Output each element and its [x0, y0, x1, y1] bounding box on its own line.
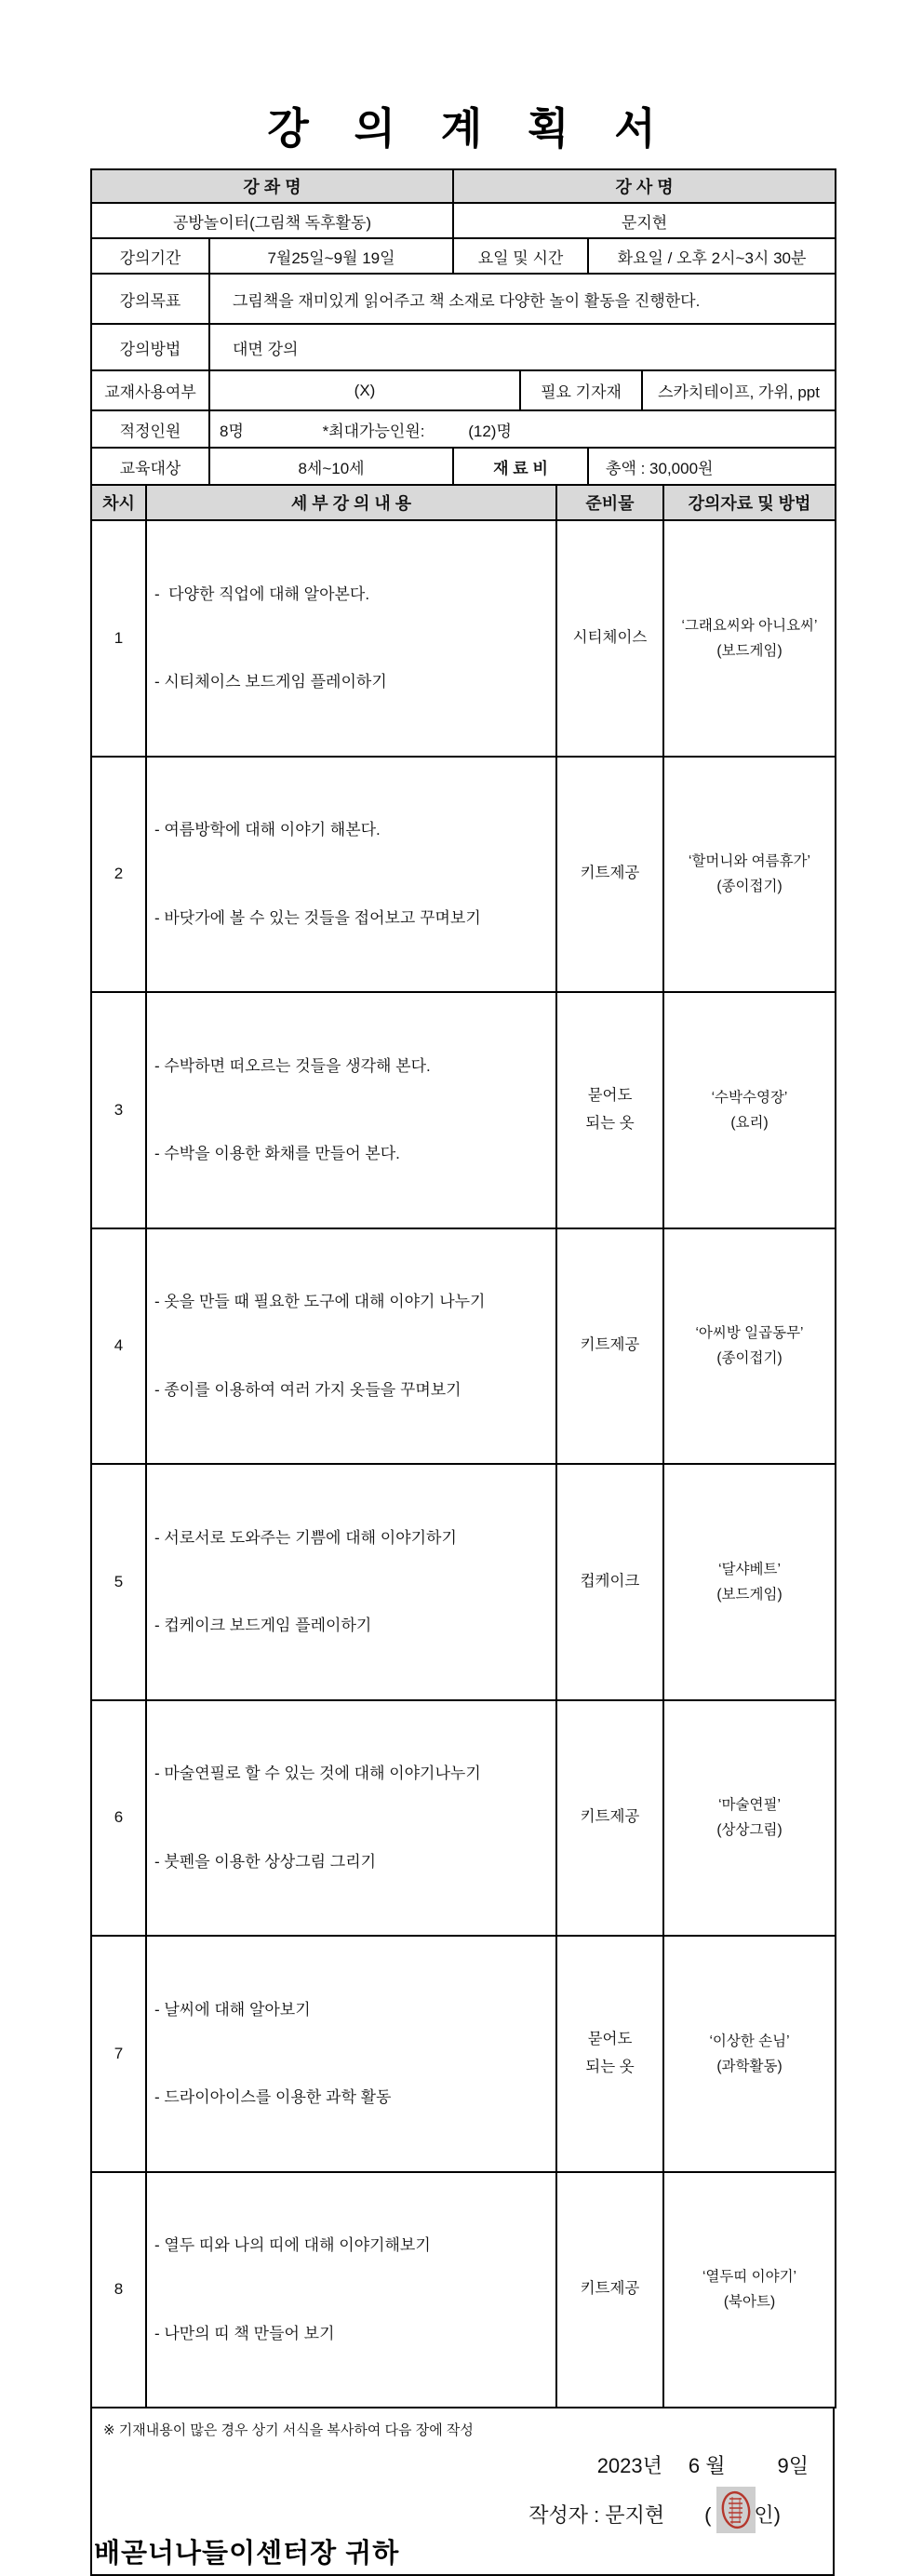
- materials-cell: [556, 2172, 663, 2408]
- resource-cell: [663, 1936, 836, 2172]
- resource-method: (북아트): [723, 2294, 776, 2311]
- materials-cell: [556, 520, 663, 757]
- resource-method: (요리): [730, 1114, 769, 1131]
- session-column-header: 차시: [91, 485, 146, 520]
- materials-line: 키트제공: [580, 1336, 640, 1354]
- materials-cell: [556, 757, 663, 993]
- seal-paren-close: 인): [754, 2503, 781, 2527]
- schedule-row: [91, 1700, 836, 1937]
- fee-label: 재 료 비: [453, 448, 588, 485]
- session-number: 4: [91, 1228, 146, 1465]
- max-capacity-value: (12)명: [468, 422, 512, 440]
- resource-title: ‘마술연필’: [718, 1797, 781, 1814]
- capacity-value: 8명: [220, 422, 244, 440]
- schedule-row: [91, 992, 836, 1228]
- resource-cell: [663, 757, 836, 993]
- table-row: [91, 274, 836, 324]
- materials-line: 묻어도: [587, 2031, 633, 2048]
- content-column-header: 세 부 강 의 내 용: [146, 485, 556, 520]
- content-line: - 종이를 이용하여 여러 가지 옷들을 꾸며보기: [154, 1380, 462, 1399]
- seal-paren-open: (: [704, 2503, 712, 2527]
- schedule-row: [91, 520, 836, 757]
- session-number: 3: [91, 992, 146, 1228]
- content-line: - 붓펜을 이용한 상상그림 그리기: [154, 1852, 377, 1871]
- materials-line: 시티체이스: [572, 628, 648, 646]
- content-cell: [146, 1700, 556, 1937]
- table-row: [91, 448, 836, 485]
- content-line: - 나만의 띠 책 만들어 보기: [154, 2324, 335, 2342]
- capacity-label: 적정인원: [91, 410, 209, 448]
- materials-cell: [556, 992, 663, 1228]
- content-line: - 다양한 직업에 대해 알아본다.: [154, 584, 370, 603]
- resource-cell: [663, 1464, 836, 1700]
- materials-line: 키트제공: [580, 2280, 640, 2298]
- content-cell: [146, 520, 556, 757]
- content-cell: [146, 757, 556, 993]
- schedule-row: [91, 1228, 836, 1465]
- table-row: [91, 238, 836, 274]
- footer-writer-line: [92, 2487, 833, 2533]
- method-label: 강의방법: [91, 324, 209, 370]
- day-time-label: 요일 및 시간: [453, 238, 588, 274]
- resource-cell: [663, 2172, 836, 2408]
- resource-cell: [663, 1700, 836, 1937]
- materials-line: 되는 옷: [585, 2058, 635, 2075]
- equipment-value: 스카치테이프, 가위, ppt: [642, 370, 836, 410]
- textbook-use-value: (X): [209, 370, 520, 410]
- resource-method: (종이접기): [716, 1350, 783, 1367]
- content-line: - 마술연필로 할 수 있는 것에 대해 이야기나누기: [154, 1764, 481, 1783]
- table-row: [91, 370, 836, 410]
- schedule-row: [91, 1464, 836, 1700]
- session-number: 5: [91, 1464, 146, 1700]
- content-line: - 컵케이크 보드게임 플레이하기: [154, 1617, 372, 1635]
- schedule-table: [90, 484, 836, 2408]
- materials-cell: [556, 1228, 663, 1465]
- materials-cell: [556, 1464, 663, 1700]
- period-label: 강의기간: [91, 238, 209, 274]
- footer-date: [92, 2450, 833, 2479]
- schedule-header-row: [91, 485, 836, 520]
- course-info-table: [90, 168, 836, 486]
- content-line: - 바닷가에 볼 수 있는 것들을 접어보고 꾸며보기: [154, 908, 481, 927]
- resource-method: (종이접기): [716, 879, 783, 895]
- day-time-value: 화요일 / 오후 2시~3시 30분: [588, 238, 836, 274]
- date-day: 9일: [777, 2454, 809, 2477]
- period-value: 7월25일~9월 19일: [209, 238, 453, 274]
- fee-total-value: 총액 : 30,000원: [588, 448, 836, 485]
- materials-line: 컵케이크: [580, 1572, 640, 1590]
- schedule-row: [91, 757, 836, 993]
- resource-cell: [663, 992, 836, 1228]
- equipment-label: 필요 기자재: [520, 370, 642, 410]
- session-number: 2: [91, 757, 146, 993]
- content-line: - 수박을 이용한 화채를 만들어 본다.: [154, 1145, 400, 1163]
- resource-title: ‘열두띠 이야기’: [702, 2269, 797, 2286]
- materials-line: 키트제공: [580, 1808, 640, 1826]
- content-line: - 서로서로 도와주는 기쁨에 대해 이야기하기: [154, 1528, 457, 1547]
- table-row: [91, 169, 836, 203]
- goal-label: 강의목표: [91, 274, 209, 324]
- date-year: 2023년: [596, 2454, 662, 2477]
- target-label: 교육대상: [91, 448, 209, 485]
- table-row: [91, 324, 836, 370]
- instructor-header: 강 사 명: [453, 169, 836, 203]
- schedule-row: [91, 1936, 836, 2172]
- footer-section: [90, 2408, 835, 2576]
- writer-name: 작성자 : 문지현: [528, 2503, 665, 2527]
- resource-title: ‘수박수영장’: [711, 1089, 788, 1106]
- session-number: 6: [91, 1700, 146, 1937]
- resource-title: ‘할머니와 여름휴가’: [689, 853, 810, 870]
- content-line: - 수박하면 떠오르는 것들을 생각해 본다.: [154, 1056, 431, 1075]
- schedule-row: [91, 2172, 836, 2408]
- table-row: [91, 410, 836, 448]
- table-row: [91, 203, 836, 238]
- resource-method: (상상그림): [716, 1822, 783, 1839]
- target-value: 8세~10세: [209, 448, 453, 485]
- content-cell: [146, 1936, 556, 2172]
- resource-title: ‘이상한 손님’: [709, 2033, 790, 2049]
- resource-title: ‘그래요씨와 아니요씨’: [681, 617, 818, 634]
- session-number: 8: [91, 2172, 146, 2408]
- content-cell: [146, 992, 556, 1228]
- content-cell: [146, 2172, 556, 2408]
- content-line: - 열두 띠와 나의 띠에 대해 이야기해보기: [154, 2236, 431, 2255]
- instructor-value: 문지현: [453, 203, 836, 238]
- resource-method: (보드게임): [716, 642, 783, 659]
- content-line: - 여름방학에 대해 이야기 해본다.: [154, 821, 381, 839]
- footer-note: ※ 기재내용이 많은 경우 상기 서식을 복사하여 다음 장에 작성: [103, 2422, 474, 2438]
- materials-cell: [556, 1700, 663, 1937]
- content-cell: [146, 1228, 556, 1465]
- resource-title: ‘아씨방 일곱동무’: [695, 1325, 804, 1342]
- course-name-value: 공방놀이터(그림책 독후활동): [91, 203, 453, 238]
- resource-cell: [663, 520, 836, 757]
- resource-method: (보드게임): [716, 1586, 783, 1603]
- materials-column-header: 준비물: [556, 485, 663, 520]
- resource-cell: [663, 1228, 836, 1465]
- content-line: - 시티체이스 보드게임 플레이하기: [154, 673, 387, 691]
- recipient-line: 배곧너나들이센터장 귀하: [94, 2539, 400, 2569]
- goal-value: 그림책을 재미있게 읽어주고 책 소재로 다양한 놀이 활동을 진행한다.: [209, 274, 836, 324]
- materials-line: 되는 옷: [585, 1114, 635, 1132]
- max-capacity-label: *최대가능인원:: [322, 422, 425, 440]
- materials-line: 묻어도: [587, 1087, 633, 1105]
- resources-column-header: 강의자료 및 방법: [663, 485, 836, 520]
- materials-cell: [556, 1936, 663, 2172]
- materials-line: 키트제공: [580, 865, 640, 882]
- method-value: 대면 강의: [209, 324, 836, 370]
- content-line: - 옷을 만들 때 필요한 도구에 대해 이야기 나누기: [154, 1293, 486, 1311]
- session-number: 1: [91, 520, 146, 757]
- session-number: 7: [91, 1936, 146, 2172]
- content-cell: [146, 1464, 556, 1700]
- capacity-cell: [209, 410, 836, 448]
- resource-method: (과학활동): [716, 2058, 783, 2074]
- seal-stamp-icon: [716, 2487, 756, 2533]
- date-month: 6 월: [688, 2454, 726, 2477]
- content-line: - 날씨에 대해 알아보기: [154, 2000, 311, 2019]
- textbook-label: 교재사용여부: [91, 370, 209, 410]
- content-line: - 드라이아이스를 이용한 과학 활동: [154, 2088, 392, 2107]
- document-content: [90, 168, 835, 2576]
- resource-title: ‘달샤베트’: [718, 1561, 781, 1577]
- course-name-header: 강 좌 명: [91, 169, 453, 203]
- page-title: 강 의 계 획 서: [267, 104, 673, 153]
